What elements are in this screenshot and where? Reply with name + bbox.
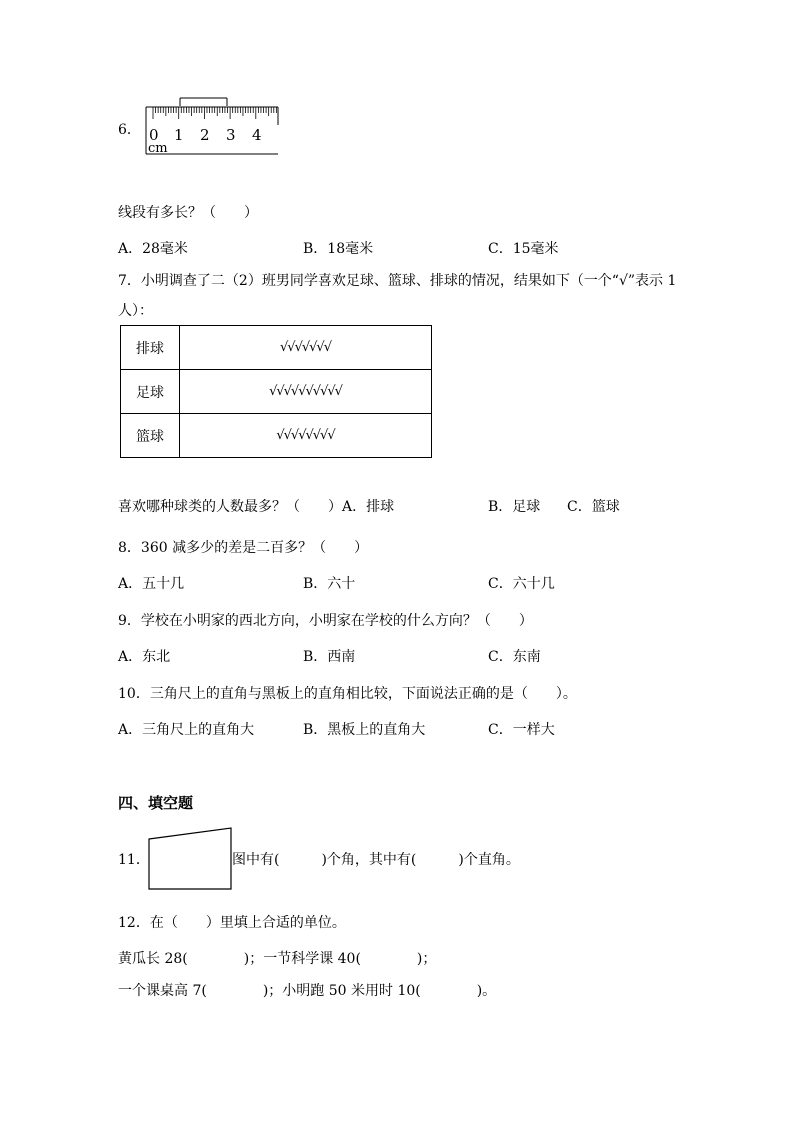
quadrilateral-shape xyxy=(149,828,231,889)
q9-option-a[interactable]: A．东北 xyxy=(118,649,171,665)
q6-question: 线段有多长？（ ） xyxy=(118,205,258,221)
table-cell-sport: 排球 xyxy=(121,326,180,370)
ruler-ticks xyxy=(153,107,276,119)
ruler-label-4: 4 xyxy=(252,126,262,144)
q7-question-line2: 人）： xyxy=(118,303,153,319)
q9-question: 9．学校在小明家的西北方向，小明家在学校的什么方向？（ ） xyxy=(118,613,533,629)
ruler-label-0: 0 xyxy=(149,126,159,144)
q10-option-b[interactable]: B．黑板上的直角大 xyxy=(303,722,426,738)
q6-option-a[interactable]: A．28毫米 xyxy=(118,241,188,257)
q11-text: 图中有( )个角，其中有( )个直角。 xyxy=(232,852,520,868)
q6-number: 6． xyxy=(118,122,141,138)
table-row xyxy=(121,414,432,458)
table-cell-marks: √√√√√√√√ xyxy=(180,414,432,458)
q12-line2: 一个课桌高 7( )；小明跑 50 米用时 10( )。 xyxy=(118,983,497,999)
q7-option-c[interactable]: C．篮球 xyxy=(567,499,620,515)
ruler-label-2: 2 xyxy=(200,126,210,144)
tally-table xyxy=(120,325,432,458)
table-cell-marks: √√√√√√√√√√ xyxy=(180,370,432,414)
q12-question: 12．在（ ）里填上合适的单位。 xyxy=(118,915,346,931)
q8-question: 8．360 减多少的差是二百多？（ ） xyxy=(118,540,369,556)
q12-line1: 黄瓜长 28( )；一节科学课 40( )； xyxy=(118,951,437,967)
q10-option-a[interactable]: A．三角尺上的直角大 xyxy=(118,722,255,738)
q8-option-a[interactable]: A．五十几 xyxy=(118,576,185,592)
quadrilateral-figure xyxy=(146,826,236,892)
ruler-figure xyxy=(142,96,282,156)
table-cell-sport: 篮球 xyxy=(121,414,180,458)
ruler-unit-label: cm xyxy=(148,141,168,156)
q9-option-b[interactable]: B．西南 xyxy=(303,649,356,665)
q7-question-line1: 7．小明调查了二（2）班男同学喜欢足球、篮球、排球的情况，结果如下（一个“√”表示 1 xyxy=(118,273,677,289)
q8-option-b[interactable]: B．六十 xyxy=(303,576,356,592)
q11-number: 11． xyxy=(118,852,150,868)
table-cell-sport: 足球 xyxy=(121,370,180,414)
table-cell-marks: √√√√√√√ xyxy=(180,326,432,370)
ruler-label-1: 1 xyxy=(174,126,184,144)
q9-option-c[interactable]: C．东南 xyxy=(488,649,541,665)
q6-option-b[interactable]: B．18毫米 xyxy=(303,241,374,257)
ruler-label-3: 3 xyxy=(226,126,236,144)
q10-option-c[interactable]: C．一样大 xyxy=(488,722,555,738)
table-row xyxy=(121,370,432,414)
q6-option-c[interactable]: C．15毫米 xyxy=(488,241,559,257)
q7-option-b[interactable]: B．足球 xyxy=(488,499,541,515)
table-row xyxy=(121,326,432,370)
q8-option-c[interactable]: C．六十几 xyxy=(488,576,555,592)
q7-question: 喜欢哪种球类的人数最多？（ ）A．排球 xyxy=(118,499,395,515)
section-title: 四、填空题 xyxy=(118,794,194,812)
q10-question: 10．三角尺上的直角与黑板上的直角相比较，下面说法正确的是（ ）。 xyxy=(118,686,577,702)
